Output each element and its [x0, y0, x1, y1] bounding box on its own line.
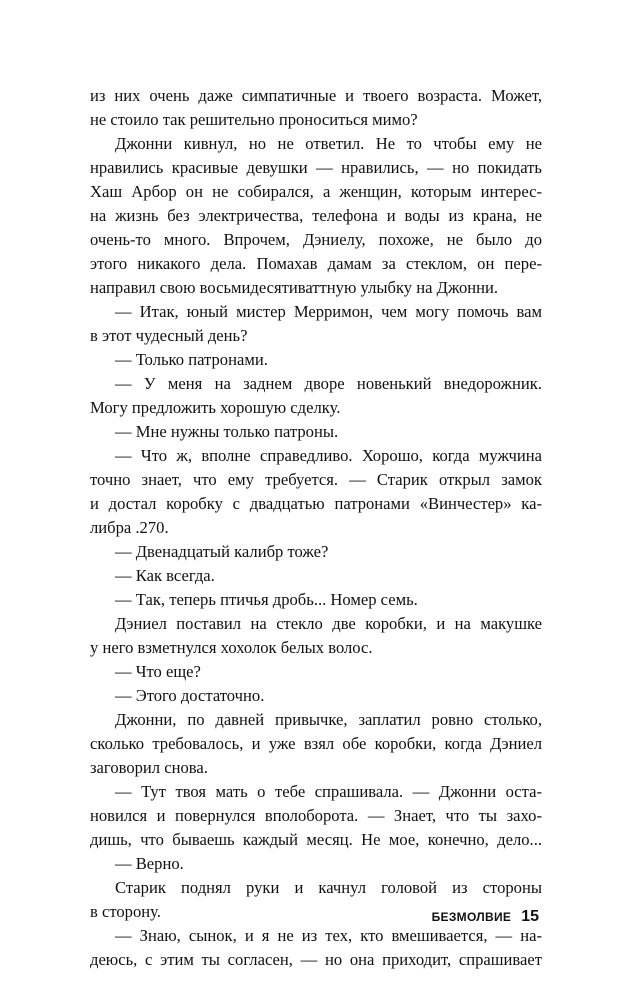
text-line: Джонни, по давней привычке, заплатил ровно столько, [115, 710, 542, 729]
text-line: направил свою восьмидесятиваттную улыбку на Джонни. [90, 278, 499, 297]
text-line: очень-то много. Впрочем, Дэниелу, похоже, не было до [90, 230, 542, 249]
page-number: 15 [521, 908, 539, 925]
text-line: — Как всегда. [115, 566, 215, 585]
text-line: на жизнь без электричества, телефона и воды из крана, не [90, 206, 542, 225]
text-line: у него взметнулся хохолок белых волос. [90, 638, 373, 657]
text-line: сколько требовалось, и уже взял обе коробки, когда Дэниел [90, 734, 542, 753]
text-line: — У меня на заднем дворе новенький внедорожник. [115, 374, 542, 393]
text-line: этого никакого дела. Помахав дамам за стеклом, он пере- [90, 254, 542, 273]
text-line: — Итак, юный мистер Мерримон, чем могу помочь вам [115, 302, 542, 321]
text-line: — Знаю, сынок, и я не из тех, кто вмешивается, — на- [115, 926, 542, 945]
text-line: точно знает, что ему требуется. — Старик открыл замок [90, 470, 542, 489]
text-line: нравились красивые девушки — нравились, — но покидать [90, 158, 542, 177]
text-line: — Так, теперь птичья дробь... Номер семь. [115, 590, 418, 609]
text-line: деюсь, с этим ты согласен, — но она приходит, спрашивает [90, 950, 542, 969]
text-line: — Двенадцатый калибр тоже? [115, 542, 329, 561]
text-line: в этот чудесный день? [90, 326, 248, 345]
text-line: Хаш Арбор он не собирался, а женщин, которым интерес- [90, 182, 542, 201]
text-line: дишь, что бываешь каждый месяц. Не мое, конечно, дело... [90, 830, 542, 849]
text-line: Джонни кивнул, но не ответил. Не то чтобы ему не [115, 134, 542, 153]
text-line: — Тут твоя мать о тебе спрашивала. — Джонни оста- [115, 782, 542, 801]
text-line: — Что еще? [115, 662, 201, 681]
text-line: Могу предложить хорошую сделку. [90, 398, 341, 417]
page-footer [432, 908, 539, 926]
text-line: либра .270. [90, 518, 169, 537]
text-line: — Мне нужны только патроны. [115, 422, 339, 441]
text-line: заговорил снова. [90, 758, 208, 777]
text-line: новился и повернулся вполоборота. — Знает, что ты захо- [90, 806, 542, 825]
text-line: и достал коробку с двадцатью патронами «Винчестер» ка- [90, 494, 542, 513]
text-line: Дэниел поставил на стекло две коробки, и на макушке [115, 614, 542, 633]
running-title: БЕЗМОЛВИЕ [431, 910, 512, 924]
text-line: — Только патронами. [115, 350, 268, 369]
text-line: — Что ж, вполне справедливо. Хорошо, когда мужчина [115, 446, 542, 465]
text-line: — Этого достаточно. [115, 686, 265, 705]
text-line: в сторону. [90, 902, 161, 921]
text-line: — Верно. [115, 854, 184, 873]
text-line: Старик поднял руки и качнул головой из стороны [115, 878, 542, 897]
text-line: из них очень даже симпатичные и твоего возраста. Может, [90, 86, 542, 105]
text-line: не стоило так решительно проноситься мимо? [90, 110, 418, 129]
